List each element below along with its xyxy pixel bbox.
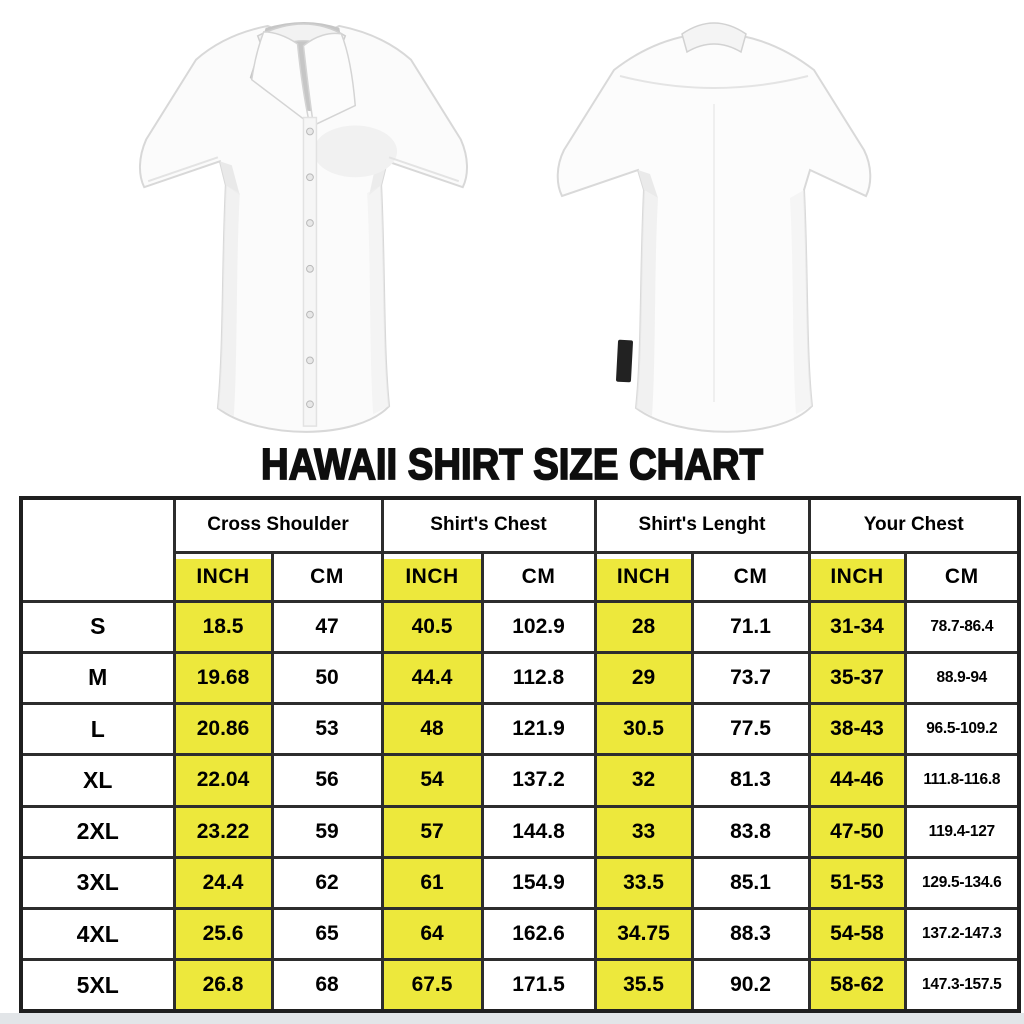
size-column-corner-cell <box>21 498 174 601</box>
value-cell: 121.9 <box>482 704 595 755</box>
shirt-back-hem-tag <box>616 340 633 383</box>
table-row-m <box>21 652 1019 703</box>
size-label: 2XL <box>21 806 174 857</box>
value-cell: 53 <box>272 704 382 755</box>
value-cell: 119.4-127 <box>905 806 1019 857</box>
value-cell: 111.8-116.8 <box>905 755 1019 806</box>
unit-header-cm: CM <box>905 552 1019 601</box>
value-cell: 28 <box>595 601 692 652</box>
size-label: M <box>21 652 174 703</box>
value-cell: 23.22 <box>174 806 272 857</box>
value-cell: 35-37 <box>809 652 905 703</box>
col-group-shirts-lenght: Shirt's Lenght <box>595 498 809 552</box>
value-cell: 19.68 <box>174 652 272 703</box>
unit-header-cm: CM <box>692 552 809 601</box>
size-label: 4XL <box>21 909 174 960</box>
size-label: S <box>21 601 174 652</box>
value-cell: 35.5 <box>595 960 692 1011</box>
value-cell: 32 <box>595 755 692 806</box>
size-chart-table <box>19 496 1021 1013</box>
value-cell: 171.5 <box>482 960 595 1011</box>
value-cell: 30.5 <box>595 704 692 755</box>
table-row-2xl <box>21 806 1019 857</box>
value-cell: 56 <box>272 755 382 806</box>
column-group-header-row <box>21 498 1019 552</box>
value-cell: 88.9-94 <box>905 652 1019 703</box>
value-cell: 58-62 <box>809 960 905 1011</box>
value-cell: 137.2 <box>482 755 595 806</box>
value-cell: 65 <box>272 909 382 960</box>
value-cell: 67.5 <box>382 960 482 1011</box>
col-group-your-chest: Your Chest <box>809 498 1019 552</box>
value-cell: 57 <box>382 806 482 857</box>
image-bottom-edge <box>0 1013 1024 1024</box>
value-cell: 54-58 <box>809 909 905 960</box>
value-cell: 62 <box>272 857 382 908</box>
value-cell: 24.4 <box>174 857 272 908</box>
value-cell: 137.2-147.3 <box>905 909 1019 960</box>
table-row-l <box>21 704 1019 755</box>
value-cell: 90.2 <box>692 960 809 1011</box>
value-cell: 77.5 <box>692 704 809 755</box>
table-row-4xl <box>21 909 1019 960</box>
value-cell: 22.04 <box>174 755 272 806</box>
value-cell: 20.86 <box>174 704 272 755</box>
value-cell: 50 <box>272 652 382 703</box>
value-cell: 78.7-86.4 <box>905 601 1019 652</box>
value-cell: 88.3 <box>692 909 809 960</box>
value-cell: 31-34 <box>809 601 905 652</box>
value-cell: 54 <box>382 755 482 806</box>
value-cell: 51-53 <box>809 857 905 908</box>
value-cell: 18.5 <box>174 601 272 652</box>
value-cell: 96.5-109.2 <box>905 704 1019 755</box>
value-cell: 68 <box>272 960 382 1011</box>
unit-header-cm: CM <box>482 552 595 601</box>
value-cell: 81.3 <box>692 755 809 806</box>
value-cell: 61 <box>382 857 482 908</box>
table-row-5xl <box>21 960 1019 1011</box>
shirt-back-image <box>543 4 885 444</box>
value-cell: 47-50 <box>809 806 905 857</box>
value-cell: 154.9 <box>482 857 595 908</box>
unit-header-inch: INCH <box>595 552 692 601</box>
value-cell: 129.5-134.6 <box>905 857 1019 908</box>
value-cell: 48 <box>382 704 482 755</box>
value-cell: 83.8 <box>692 806 809 857</box>
table-row-s <box>21 601 1019 652</box>
size-label: L <box>21 704 174 755</box>
col-group-shirts-chest: Shirt's Chest <box>382 498 595 552</box>
page-title: HAWAII SHIRT SIZE CHART <box>261 440 763 489</box>
value-cell: 64 <box>382 909 482 960</box>
value-cell: 71.1 <box>692 601 809 652</box>
value-cell: 40.5 <box>382 601 482 652</box>
value-cell: 29 <box>595 652 692 703</box>
value-cell: 162.6 <box>482 909 595 960</box>
value-cell: 44.4 <box>382 652 482 703</box>
col-group-cross-shoulder: Cross Shoulder <box>174 498 382 552</box>
unit-header-inch: INCH <box>382 552 482 601</box>
value-cell: 34.75 <box>595 909 692 960</box>
size-label: 3XL <box>21 857 174 908</box>
value-cell: 47 <box>272 601 382 652</box>
value-cell: 38-43 <box>809 704 905 755</box>
table-row-xl <box>21 755 1019 806</box>
size-label: 5XL <box>21 960 174 1011</box>
value-cell: 26.8 <box>174 960 272 1011</box>
value-cell: 33 <box>595 806 692 857</box>
value-cell: 112.8 <box>482 652 595 703</box>
value-cell: 59 <box>272 806 382 857</box>
unit-header-inch: INCH <box>174 552 272 601</box>
shirt-front-image <box>126 10 474 448</box>
value-cell: 33.5 <box>595 857 692 908</box>
value-cell: 25.6 <box>174 909 272 960</box>
size-label: XL <box>21 755 174 806</box>
table-row-3xl <box>21 857 1019 908</box>
value-cell: 73.7 <box>692 652 809 703</box>
unit-header-cm: CM <box>272 552 382 601</box>
value-cell: 144.8 <box>482 806 595 857</box>
value-cell: 102.9 <box>482 601 595 652</box>
value-cell: 85.1 <box>692 857 809 908</box>
unit-header-inch: INCH <box>809 552 905 601</box>
value-cell: 44-46 <box>809 755 905 806</box>
value-cell: 147.3-157.5 <box>905 960 1019 1011</box>
